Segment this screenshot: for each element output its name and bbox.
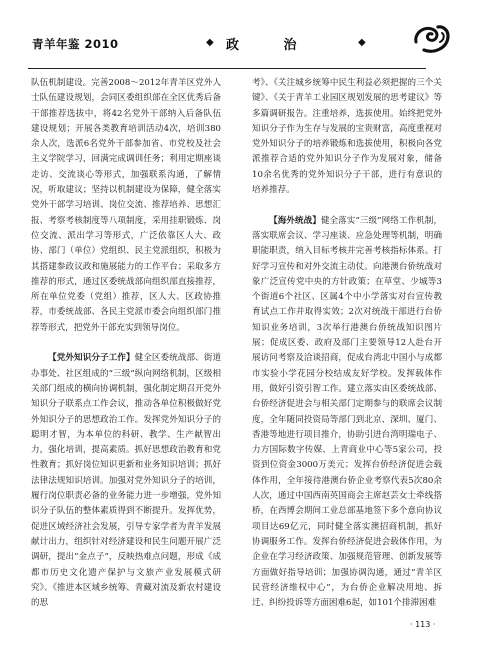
section-tag-intellectuals: 【党外知识分子工作】 [48, 353, 135, 364]
page-header [28, 34, 452, 56]
paragraph-research-reports: 考》、《关注城乡统筹中民生利益必须把握的三个关键》、《关于青羊工业园区规划发展的思考建议》等多篇调研报告。注重培养，选拔使用。始终把党外知识分子作为生存与发展的宝贵财富，高度重视对党外知识分子的培养锻炼和选拔使用，积极向各党派推荐合适的党外知识分子作为发展对象，储备10余名优秀的党外知识分子干部，进行有意识的培养推荐。 [252, 78, 442, 196]
paragraph-party-outside-cadres: 队伍机制建设。完善2008～2012年青羊区党外人士队伍建设规划，会同区委组织部在全区优秀后备干部推荐选拔中，将42名党外干部纳入后备队伍建设规划；开展各类教育培训活动4次，培训380余人次，选派6名党外干部参加省、市党校及社会主义学院学习，回满完成调训任务；利用定期座谈走访、交流谈心等形式，加强联系沟通，了解情况，听取建议；坚持以机制建设为保障，健全落实党外干部学习培训、岗位交流、推荐培养、思想汇报、考察考核制度等八项制度，采用挂职锻炼、岗位交流、派出学习等形式，广泛依靠区人大、政协、部门（单位）党组织、民主党派组织，积极为其搭建参政议政和施展能力的工作平台；采取多方推荐的形式，通过区委统战部向组织部直接推荐，所在单位党委（党组）推荐，区人大、区政协推荐，市委统战部、各民主党派市委会向组织部门推荐等形式，把党外干部充实到领导岗位。 [31, 78, 221, 333]
paragraph-intellectuals-body: 健全区委统战部、街道办事处、社区组成的“三级”纵向网络机制，区级相关部门组成的横向协调机制，强化制定期召开党外知识分子联系点工作会议，推动各单位积极做好党外知识分子的思想政治工作。发挥党外知识分子的聪明才智，为本单位的科研、教学、生产献智出力，强化培训，提高素质。抓好思想政治教育和党性教育；抓好岗位知识更新和业务知识培训；抓好法律法规知识培训。加强对党外知识分子的培训，履行岗位职责必备的业务能力进一步增强，党外知识分子队伍的整体素质得到不断提升。发挥优势，促进区域经济社会发展，引导专家学者为青羊发展献计出力，组织针对经济建设和民生问题开展广泛调研，提出“金点子”，反映热难点问题，形成《成都市历史文化遗产保护与文旅产业发展模式研究》、《推进本区域乡统筹、青藏对流及新农村建设的思 [31, 353, 222, 609]
yearbook-title: 青羊年鉴 2010 [32, 37, 119, 51]
diamond-ornament-right: ◆ [358, 37, 366, 48]
right-column [252, 76, 442, 611]
section-title: 政 治 [226, 38, 317, 53]
paragraph-overseas-united-front [252, 214, 442, 612]
paragraph-gap [252, 198, 442, 213]
paragraph-intellectuals [31, 351, 221, 611]
swirl-logo-icon [410, 22, 452, 56]
paragraph-gap [31, 336, 221, 351]
left-column [31, 76, 221, 611]
paragraph-overseas-body: 健全落实“三级”网络工作机制，落实联席会议、学习座谈、应急处理等机制，明确职能职责，纳入目标考核并完善考核指标体系。打好学习宣传和对外交流主动仗。向港澳台侨统战对象广泛宣传党中央的方针政策；在草堂、少城等3个街道6个社区、区属4个中小学落实对台宣传教育试点工作并取得实效；2次对统战干部进行台侨知识业务培训，3次举行港澳台侨统战知识图片展；促成区委、政府及部门主要领导12人赴台开展访问考察及洽谈招商，促成台湾北中国小与成都市实验小学花园分校结成友好学校。发挥载体作用，做好引资引智工作。建立落实由区委统战部、台侨经济促进会与相关部门定期参与的联席会议制度，全年随同投资局等部门到北京、深圳、厦门、香港等地进行项目推介，协助引进台湾明瑞电子、力方国际数字传媒、上青商业中心等5家公司，投资到位资金3000万美元；发挥台侨经济促进会载体作用，全年接待港澳台侨企业考察代表5次80余人次，通过中国西南英国商会主席赵芸女士牵线搭桥，在西博会期间工业总部基地签下多个意向协议项目达69亿元，同时健全落实澳招商机制，抓好协调服务工作。发挥台侨经济促进会载体作用，为企业在学习经济政策、加强规范管理、创新发展等方面做好指导培训；加强协调沟通，通过“青羊区民营经济维权中心”，为台侨企业解决用地、拆迁、纠纷投诉等方面困难6起，如101个排滞困难 [252, 215, 442, 609]
diamond-ornament-left: ◆ [206, 37, 214, 48]
section-tag-overseas: 【海外统战】 [269, 215, 321, 226]
header-rule [28, 68, 426, 69]
page-number: · 113 · [410, 620, 436, 629]
